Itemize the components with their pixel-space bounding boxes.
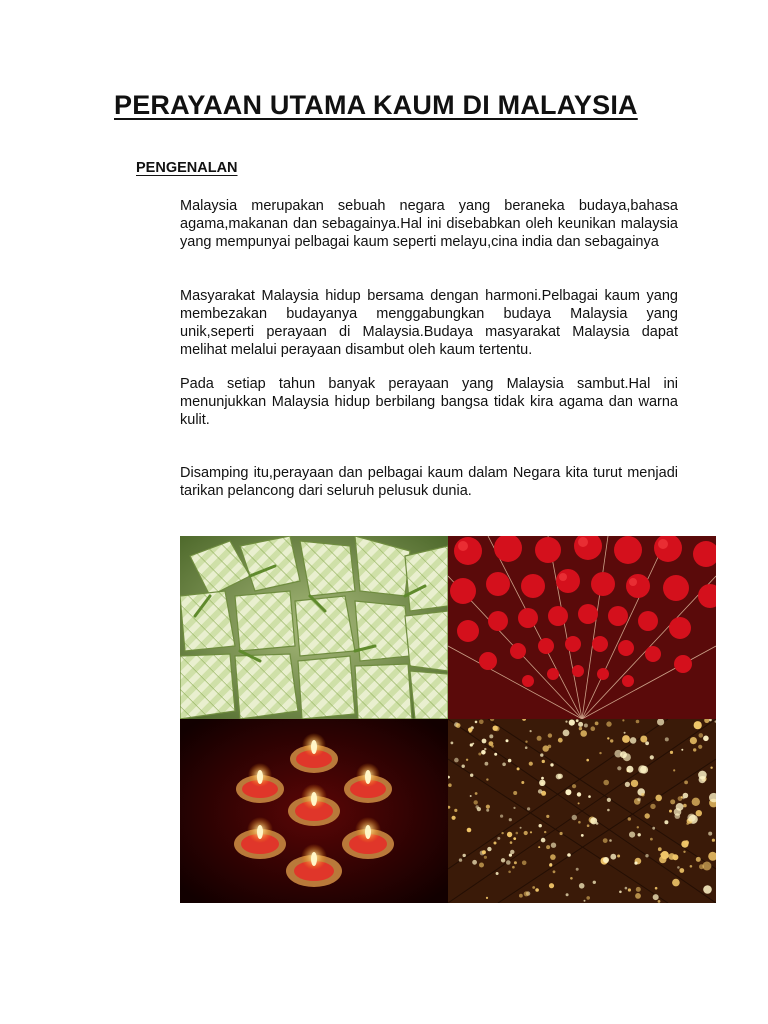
fairy-lights-photo: [448, 719, 716, 903]
paragraph-harmony: Masyarakat Malaysia hidup bersama dengan harmoni.Pelbagai kaum yang membezakan budayanya menggabungkan budaya Malaysia yang unik,seperti perayaan di Malaysia.Budaya masyarakat Malaysia dapat melihat melalui perayaan disambut oleh kaum tertentu.: [180, 288, 678, 358]
section-heading: PENGENALAN: [136, 160, 238, 176]
paragraph-tourism: Disamping itu,perayaan dan pelbagai kaum dalam Negara kita turut menjadi tarikan pelancong dari seluruh pelusuk dunia.: [180, 465, 678, 499]
page-title: PERAYAAN UTAMA KAUM DI MALAYSIA: [114, 90, 638, 120]
paragraph-yearly: Pada setiap tahun banyak perayaan yang Malaysia sambut.Hal ini menunjukkan Malaysia hidup berbilang bangsa tidak kira agama dan warna kulit.: [180, 376, 678, 428]
oil-lamps-photo: [180, 719, 448, 903]
festival-photo-collage: [180, 536, 716, 903]
ketupat-photo: [180, 536, 448, 719]
red-lanterns-photo: [448, 536, 716, 719]
paragraph-intro: Malaysia merupakan sebuah negara yang beraneka budaya,bahasa agama,makanan dan sebagainya.Hal ini disebabkan oleh keunikan malaysia yang mempunyai pelbagai kaum seperti melayu,cina india dan sebagainya: [180, 198, 678, 250]
